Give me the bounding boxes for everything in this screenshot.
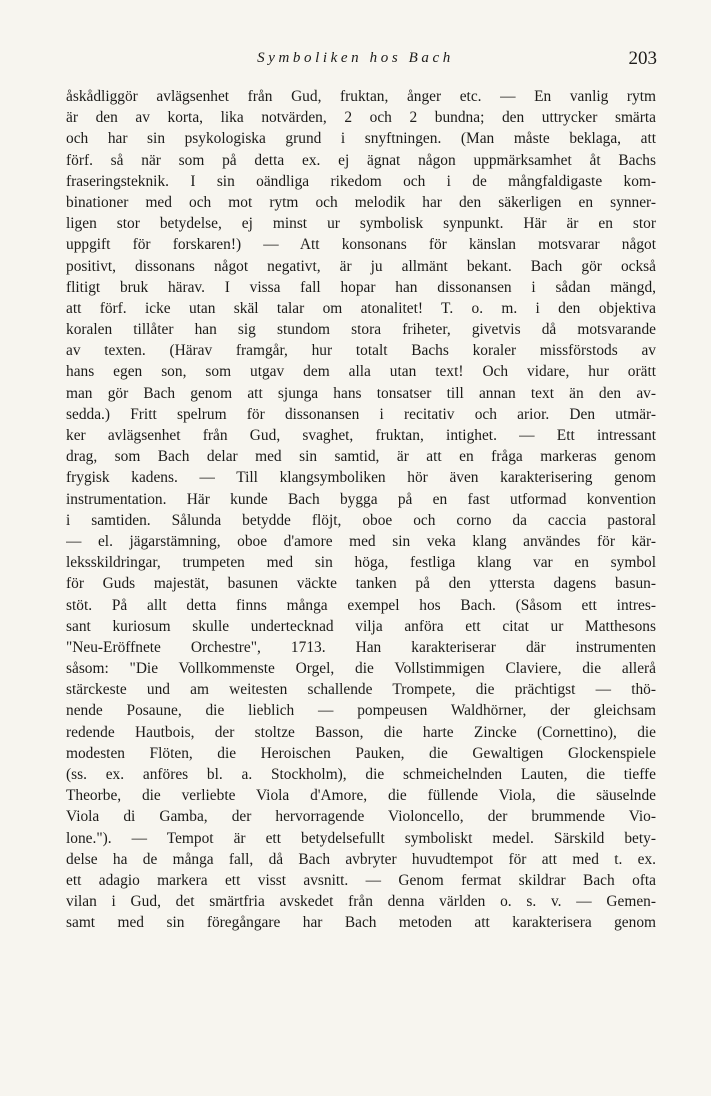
text-line: förf. så när som på detta ex. ej ägnat någon uppmärksamhet åt Bachs (66, 151, 656, 169)
text-line: och har sin psykologiska grund i snyftningen. (Man måste beklaga, att (66, 130, 656, 148)
text-line: att förf. icke utan skäl talar om atonalitet! T. o. m. i den objektiva (66, 299, 656, 317)
text-line: uppgift för forskaren!) — Att konsonans för känslan motsvarar något (66, 236, 656, 254)
body-text (66, 86, 656, 934)
text-line: delse ha de många fall, då Bach avbryter huvudtempot för att med t. ex. (66, 850, 656, 868)
text-line: ett adagio markera ett visst avsnitt. — Genom fermat skildrar Bach ofta (66, 871, 656, 889)
running-head (0, 48, 711, 78)
running-title: Symboliken hos Bach (257, 50, 454, 66)
text-line: fraseringsteknik. I sin oändliga rikedom och i de mångfaldigaste kom- (66, 172, 656, 190)
text-line: instrumentation. Här kunde Bach bygga på en fast utformad konvention (66, 490, 656, 508)
text-line: i samtiden. Sålunda betydde flöjt, oboe och corno da caccia pastoral (66, 511, 656, 529)
text-line: åskådliggör avlägsenhet från Gud, fruktan, ånger etc. — En vanlig rytm (66, 88, 656, 105)
text-line: Theorbe, die verliebte Viola d'Amore, die füllende Viola, die säuselnde (66, 787, 656, 805)
text-line: — el. jägarstämning, oboe d'amore med sin veka klang användes för kär- (66, 532, 656, 550)
text-line: sant kuriosum skulle undertecknad vilja anföra ett citat ur Matthesons (66, 617, 656, 635)
text-line: frygisk kadens. — Till klangsymboliken hör även karakterisering genom (66, 469, 656, 487)
text-line: drag, som Bach delar med sin samtid, är att en fråga markeras genom (66, 448, 656, 466)
text-line: binationer med och mot rytm och melodik har den säkerligen en synner- (66, 193, 656, 211)
page-number: 203 (628, 48, 657, 69)
text-line: positivt, dissonans något negativt, är ju allmänt bekant. Bach gör också (66, 257, 656, 275)
text-line: är den av korta, lika notvärden, 2 och 2 bundna; den uttrycker smärta (66, 109, 656, 127)
text-line: sedda.) Fritt spelrum för dissonansen i recitativ och arior. Den utmär- (66, 405, 656, 423)
text-line: för Guds majestät, basunen väckte tanken på den yttersta dagens basun- (66, 575, 656, 593)
text-line: modesten Flöten, die Heroischen Pauken, die Gewaltigen Glockenspiele (66, 744, 656, 762)
text-line: koralen tillåter han sig stundom stora friheter, givetvis då motsvarande (66, 321, 656, 339)
text-line: stärckeste und am weitesten schallende Trompete, die prächtigst — thö- (66, 681, 656, 699)
text-line: ligen stor betydelse, ej minst ur symbolisk synpunkt. Här är en stor (66, 215, 656, 233)
text-line: redende Hautbois, der stoltze Basson, die harte Zincke (Cornettino), die (66, 723, 656, 741)
text-line: man gör Bach genom att sjunga hans tonsatser till annan text än den av- (66, 384, 656, 402)
text-line: lone."). — Tempot är ett betydelsefullt symboliskt medel. Särskild bety- (66, 829, 656, 847)
text-line: (ss. ex. anföres bl. a. Stockholm), die schmeichelnden Lauten, die tieffe (66, 766, 656, 783)
text-line: vilan i Gud, det smärtfria avskedet från denna världen o. s. v. — Gemen- (66, 893, 656, 911)
text-line: Viola di Gamba, der hervorragende Violoncello, der brummende Vio- (66, 808, 656, 826)
text-line: ker avlägsenhet från Gud, svaghet, fruktan, intighet. — Ett intressant (66, 427, 656, 444)
text-line: stöt. På allt detta finns många exempel hos Bach. (Såsom ett intres- (66, 596, 656, 614)
text-line: såsom: "Die Vollkommenste Orgel, die Vollstimmigen Claviere, die allerå (66, 660, 656, 678)
text-line: leksskildringar, trumpeten med sin höga, festliga klang var en symbol (66, 554, 656, 572)
text-line: flitigt bruk härav. I vissa fall hopar han dissonansen i sådan mängd, (66, 278, 656, 296)
text-line: hans egen son, som utgav dem alla utan text! Och vidare, hur orätt (66, 363, 656, 381)
text-line: av texten. (Härav framgår, hur totalt Bachs koraler missförstods av (66, 342, 656, 360)
text-line: "Neu-Eröffnete Orchestre", 1713. Han karakteriserar där instrumenten (66, 638, 656, 656)
text-line: samt med sin föregångare har Bach metoden att karakterisera genom (66, 914, 656, 932)
text-line: nende Posaune, die lieblich — pompeusen Waldhörner, der gleichsam (66, 702, 656, 720)
